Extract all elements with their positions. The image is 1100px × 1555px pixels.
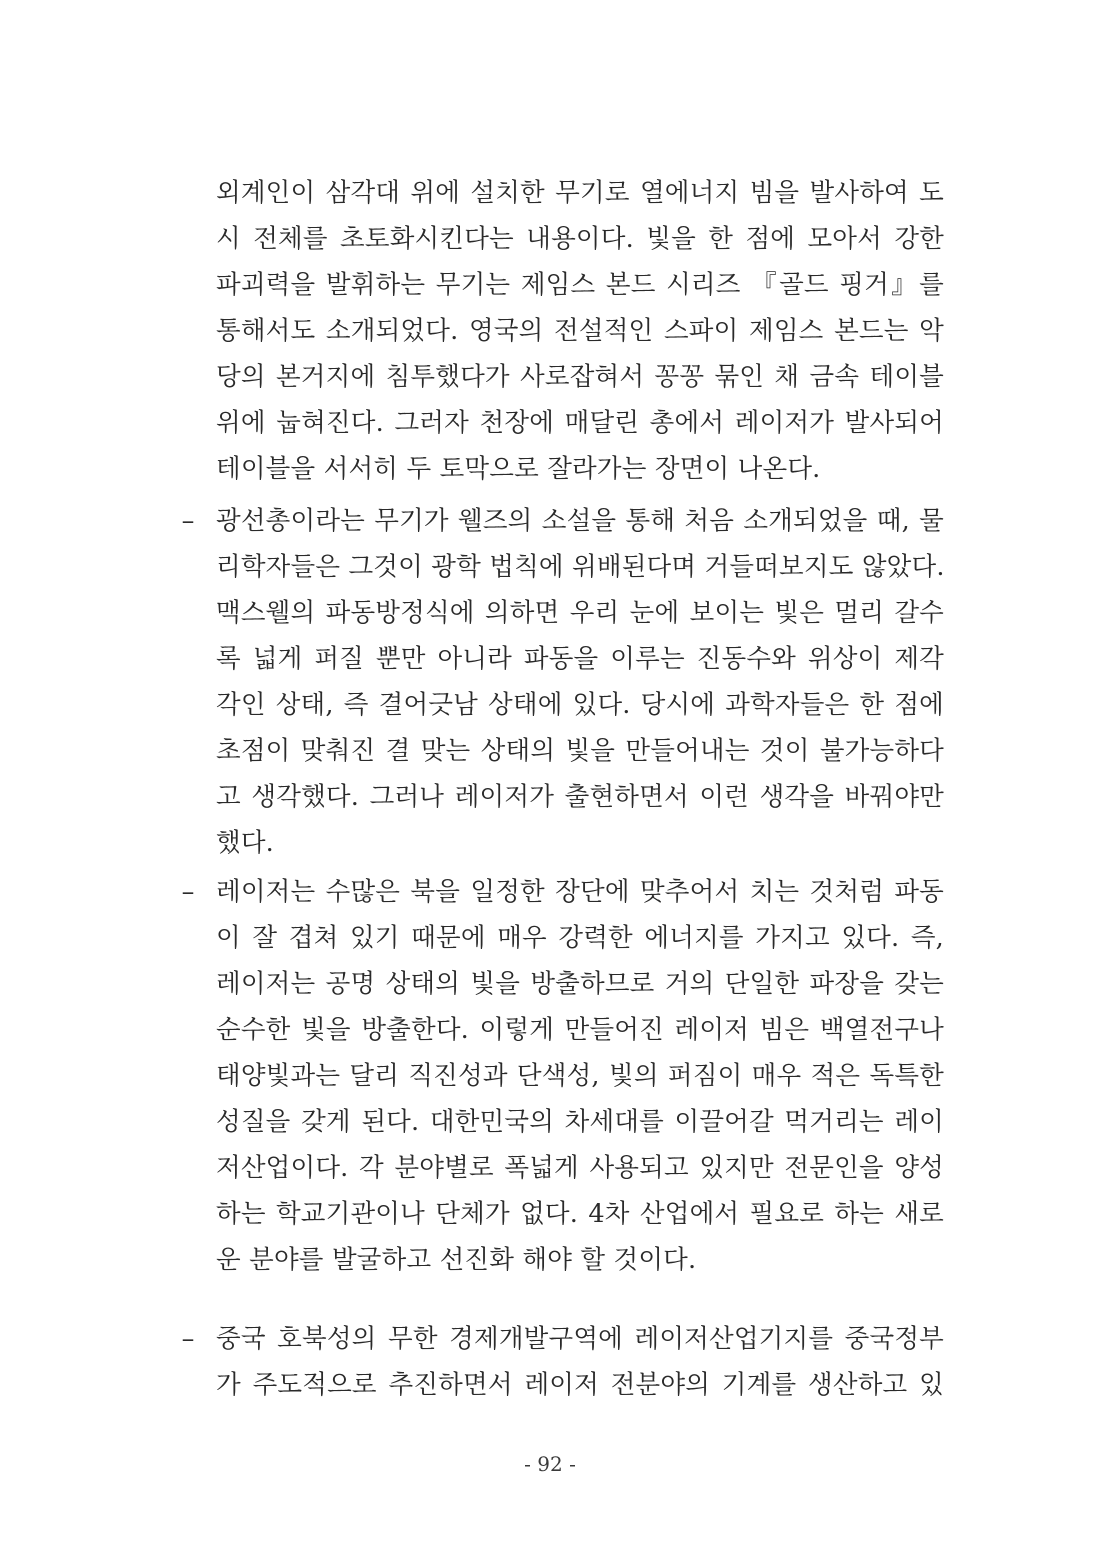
text-line: 리학자들은 그것이 광학 법칙에 위배된다며 거들떠보지도 않았다. — [216, 552, 945, 582]
text-line: 맥스웰의 파동방정식에 의하면 우리 눈에 보이는 빛은 멀리 갈수 — [216, 598, 944, 628]
text-line: 하는 학교기관이나 단체가 없다. 4차 산업에서 필요로 하는 새로 — [216, 1199, 944, 1229]
text-line: 테이블을 서서히 두 토막으로 잘라가는 장면이 나온다. — [216, 454, 821, 484]
text-line: 당의 본거지에 침투했다가 사로잡혀서 꽁꽁 묶인 채 금속 테이블 — [216, 362, 944, 392]
text-line: 광선총이라는 무기가 웰즈의 소설을 통해 처음 소개되었을 때, 물 — [216, 506, 944, 536]
bullet-dash: – — [181, 1324, 195, 1354]
text-line: 고 생각했다. 그러나 레이저가 출현하면서 이런 생각을 바꿔야만 — [216, 782, 944, 812]
text-line: 중국 호북성의 무한 경제개발구역에 레이저산업기지를 중국정부 — [216, 1324, 944, 1354]
text-line: 운 분야를 발굴하고 선진화 해야 할 것이다. — [216, 1245, 697, 1275]
text-line: 초점이 맞춰진 결 맞는 상태의 빛을 만들어내는 것이 불가능하다 — [216, 736, 944, 766]
text-line: 저산업이다. 각 분야별로 폭넓게 사용되고 있지만 전문인을 양성 — [216, 1153, 944, 1183]
text-line: 시 전체를 초토화시킨다는 내용이다. 빛을 한 점에 모아서 강한 — [216, 224, 944, 254]
text-line: 통해서도 소개되었다. 영국의 전설적인 스파이 제임스 본드는 악 — [216, 316, 944, 346]
bullet-dash: – — [181, 506, 195, 536]
text-line: 록 넓게 퍼질 뿐만 아니라 파동을 이루는 진동수와 위상이 제각 — [216, 644, 944, 674]
text-line: 외계인이 삼각대 위에 설치한 무기로 열에너지 빔을 발사하여 도 — [216, 178, 944, 208]
text-line: 파괴력을 발휘하는 무기는 제임스 본드 시리즈 『골드 핑거』를 — [216, 270, 944, 300]
text-line: 했다. — [216, 828, 274, 858]
text-line: 성질을 갖게 된다. 대한민국의 차세대를 이끌어갈 먹거리는 레이 — [216, 1107, 944, 1137]
text-line: 레이저는 수많은 북을 일정한 장단에 맞추어서 치는 것처럼 파동 — [216, 877, 944, 907]
text-line: 위에 눕혀진다. 그러자 천장에 매달린 총에서 레이저가 발사되어 — [216, 408, 944, 438]
text-line: 레이저는 공명 상태의 빛을 방출하므로 거의 단일한 파장을 갖는 — [216, 969, 944, 999]
text-line: 가 주도적으로 추진하면서 레이저 전분야의 기계를 생산하고 있 — [216, 1370, 944, 1400]
text-line: 이 잘 겹쳐 있기 때문에 매우 강력한 에너지를 가지고 있다. 즉, — [216, 923, 944, 953]
text-line: 각인 상태, 즉 결어긋남 상태에 있다. 당시에 과학자들은 한 점에 — [216, 690, 944, 720]
text-line: 태양빛과는 달리 직진성과 단색성, 빛의 퍼짐이 매우 적은 독특한 — [216, 1061, 944, 1091]
bullet-dash: – — [181, 877, 195, 907]
text-line: 순수한 빛을 방출한다. 이렇게 만들어진 레이저 빔은 백열전구나 — [216, 1015, 944, 1045]
page-number: - 92 - — [524, 1452, 576, 1476]
